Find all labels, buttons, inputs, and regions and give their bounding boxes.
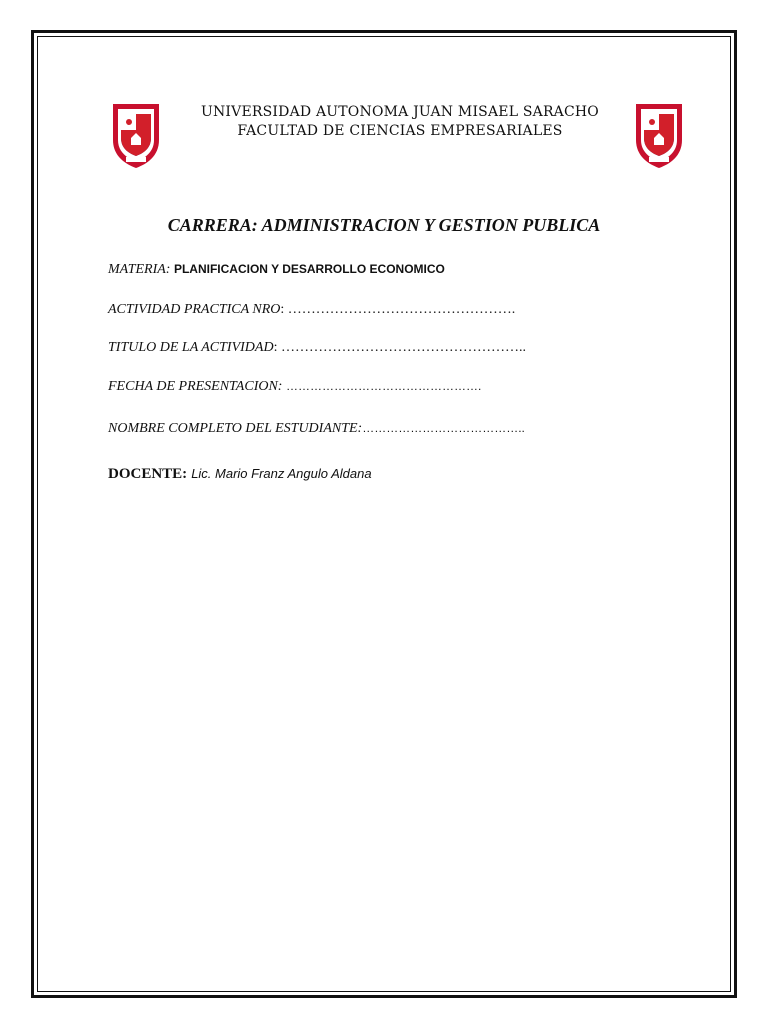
university-name: UNIVERSIDAD AUTONOMA JUAN MISAEL SARACHO xyxy=(200,104,599,120)
document-header xyxy=(150,103,650,141)
faculty-name: FACULTAD DE CIENCIAS EMPRESARIALES xyxy=(237,123,563,139)
page-border-inner xyxy=(37,36,731,992)
field-actividad xyxy=(108,302,515,318)
materia-value: PLANIFICACION Y DESARROLLO ECONOMICO xyxy=(173,262,445,276)
field-nombre xyxy=(108,421,525,437)
actividad-value: : …………………………………………. xyxy=(280,302,516,317)
materia-label: MATERIA: xyxy=(108,262,171,277)
career-title: CARRERA: ADMINISTRACION Y GESTION PUBLICA xyxy=(167,215,601,235)
fecha-value: …………………………………………. xyxy=(285,379,482,393)
docente-value: Lic. Mario Franz Angulo Aldana xyxy=(191,466,372,481)
nombre-value: ………………………………….. xyxy=(362,421,525,435)
titulo-label: TITULO DE LA ACTIVIDAD xyxy=(108,340,274,355)
field-fecha xyxy=(108,379,481,395)
titulo-value: : …………………………………………….. xyxy=(273,340,526,355)
field-titulo xyxy=(108,340,526,356)
actividad-label: ACTIVIDAD PRACTICA NRO xyxy=(108,302,281,317)
nombre-label: NOMBRE COMPLETO DEL ESTUDIANTE: xyxy=(108,421,363,436)
field-docente xyxy=(108,465,372,483)
fecha-label: FECHA DE PRESENTACION: xyxy=(108,379,283,394)
docente-label: DOCENTE: xyxy=(108,466,188,482)
field-materia xyxy=(108,262,445,278)
